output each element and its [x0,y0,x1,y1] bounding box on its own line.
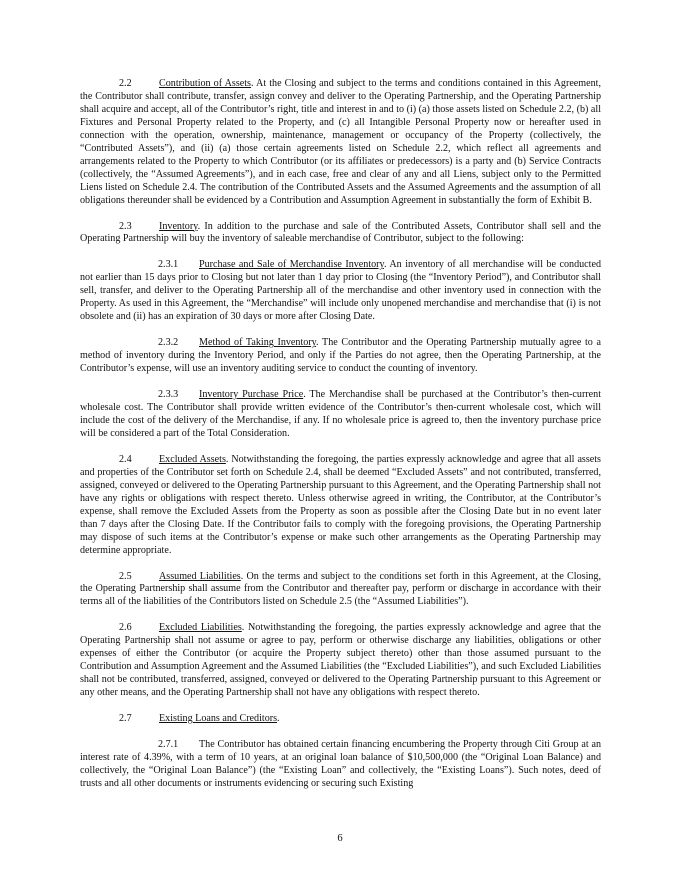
section-number: 2.3.1 [158,259,179,271]
section-heading: Excluded Liabilities [159,622,242,634]
section-number: 2.3.3 [158,389,179,401]
section-2-6 [80,622,601,700]
section-body: . In addition to the purchase and sale of the Contributed Assets, Contributor shall sell and the Operating Partnership will buy the inventory of saleable merchandise of Contributor, subject to the following: [80,220,601,245]
section-number: 2.4 [119,453,132,465]
section-heading: Purchase and Sale of Merchandise Inventory [199,259,384,271]
page-number: 6 [337,833,343,844]
section-body: . Notwithstanding the foregoing, the parties expressly acknowledge and agree that the Operating Partnership shall not assume or agree to pay, perform or otherwise discharge any liabilities, obligations or other expenses of either the Contributor (or acquire the Property subject thereto) other than those assumed pursuant to the Contribution and Assumption Agreement and the Assumed Liabilities (the “Excluded Liabilities”), and such Excluded Liabilities shall not be contributed, transferred, assigned, conveyed or delivered to the Operating Partnership pursuant to this Agreement or any other means, and the Operating Partnership shall not have any obligations with respect thereto. [80,622,601,699]
section-body: . On the terms and subject to the conditions set forth in this Agreement, at the Closing, the Operating Partnership shall assume from the Contributor and thereafter pay, perform or discharge in accordance with their terms all of the liabilities of the Contributors listed on Schedule 2.5 (the “Assumed Liabilities”). [80,570,601,608]
section-body: . The Contributor and the Operating Partnership mutually agree to a method of inventory during the Inventory Period, and only if the Parties do not agree, then the Operating Partnership, at the Contributor’s expense, will use an inventory auditing service to conduct the counting of inventory. [80,337,601,375]
section-body: . Notwithstanding the foregoing, the parties expressly acknowledge and agree that all assets and properties of the Contributor set forth on Schedule 2.4, shall be deemed “Excluded Assets” and not contributed, transferred, assigned, conveyed or delivered to the Operating Partnership pursuant to this Agreement, and the Operating Partnership shall not have any rights or obligations with respect thereto. Unless otherwise agreed in writing, the Contributor, at the Contributor’s expense, shall remove the Excluded Assets from the Property as soon as possible after the Closing Date but in no event later than 7 days after the Closing Date. If the Contributor fails to comply with the foregoing provisions, the Operating Partnership may dispose of such items at the Contributor’s expense or make such other arrangements as the Operating Partnership may determine appropriate. [80,453,601,556]
section-heading: Method of Taking Inventory [199,337,317,349]
section-2-4 [80,454,601,558]
section-number: 2.3 [119,220,132,232]
section-body: The Contributor has obtained certain financing encumbering the Property through Citi Group at an interest rate of 4.39%, with a term of 10 years, at an original loan balance of $10,500,000 (the “Original Loan Balance) and collectively, the “Original Loan Balance”) (the “Existing Loan” and collectively, the “Existing Loans”). Such notes, deed of trusts and all other documents or instruments evidencing or securing such Existing [80,739,601,789]
section-2-3-2 [80,337,601,376]
section-2-3-3 [80,389,601,441]
section-2-3 [80,221,601,247]
section-heading: Inventory Purchase Price [199,389,304,401]
section-number: 2.6 [119,622,132,634]
section-heading: Excluded Assets [159,453,226,465]
section-2-5 [80,571,601,610]
section-2-2 [80,78,601,208]
section-number: 2.7.1 [158,739,179,751]
document-page [80,78,601,804]
section-body: . [277,713,280,725]
section-body: . At the Closing and subject to the terms and conditions contained in this Agreement, the Contributor shall contribute, transfer, assign convey and deliver to the Operating Partnership, and the Operating Partnership shall acquire and accept, all of the Contributor’s right, title and interest in and to (i) (a) those assets listed on Schedule 2.2, (b) all Fixtures and Personal Property related to the Property, and (c) all Intangible Personal Property now or hereafter used in connection with the operation, ownership, maintenance, management or occupancy of the Property (collectively, the “Contributed Assets”), and (ii) (a) those certain agreements listed on Schedule 2.2, which reflect all agreements and arrangements related to the Property to which Contributor (or its affiliates or predecessors) is a party and (b) Service Contracts (collectively, the “Assumed Agreements”), and in each case, free and clear of any and all Liens, subject only to the Permitted Liens listed on Schedule 2.4. The contribution of the Contributed Assets and the Assumed Agreements and the assumption of all obligations thereunder shall be evidenced by a Contribution and Assumption Agreement in substantially the form of Exhibit B. [80,78,601,206]
section-number: 2.7 [119,713,132,725]
section-body: . An inventory of all merchandise will be conducted not earlier than 15 days prior to Closing but not later than 1 day prior to Closing (the “Inventory Period”), and Contributor shall sell, transfer, and deliver to the Operating Partnership all of the merchandise and other inventory used in connection with the Property. As used in this Agreement, the “Merchandise” will include only unopened merchandise and merchandise that (i) is not obsolete and (ii) has an expiration of 30 days or more after Closing Date. [80,259,601,323]
section-2-3-1 [80,259,601,324]
section-number: 2.2 [119,78,132,89]
section-2-7 [80,713,601,726]
section-number: 2.5 [119,570,132,582]
section-number: 2.3.2 [158,337,179,349]
section-body: . The Merchandise shall be purchased at the Contributor’s then-current wholesale cost. The Contributor shall provide written evidence of the Contributor’s then-current wholesale cost, which will include the cost of the delivery of the Merchandise, if any. If no wholesale price is agreed to, then the inventory purchase price will be considered a part of the Total Consideration. [80,389,602,439]
section-heading: Contribution of Assets [159,78,251,89]
section-heading: Assumed Liabilities [159,570,241,582]
section-2-7-1 [80,739,601,791]
section-heading: Inventory [159,220,198,232]
section-heading: Existing Loans and Creditors [159,713,278,725]
